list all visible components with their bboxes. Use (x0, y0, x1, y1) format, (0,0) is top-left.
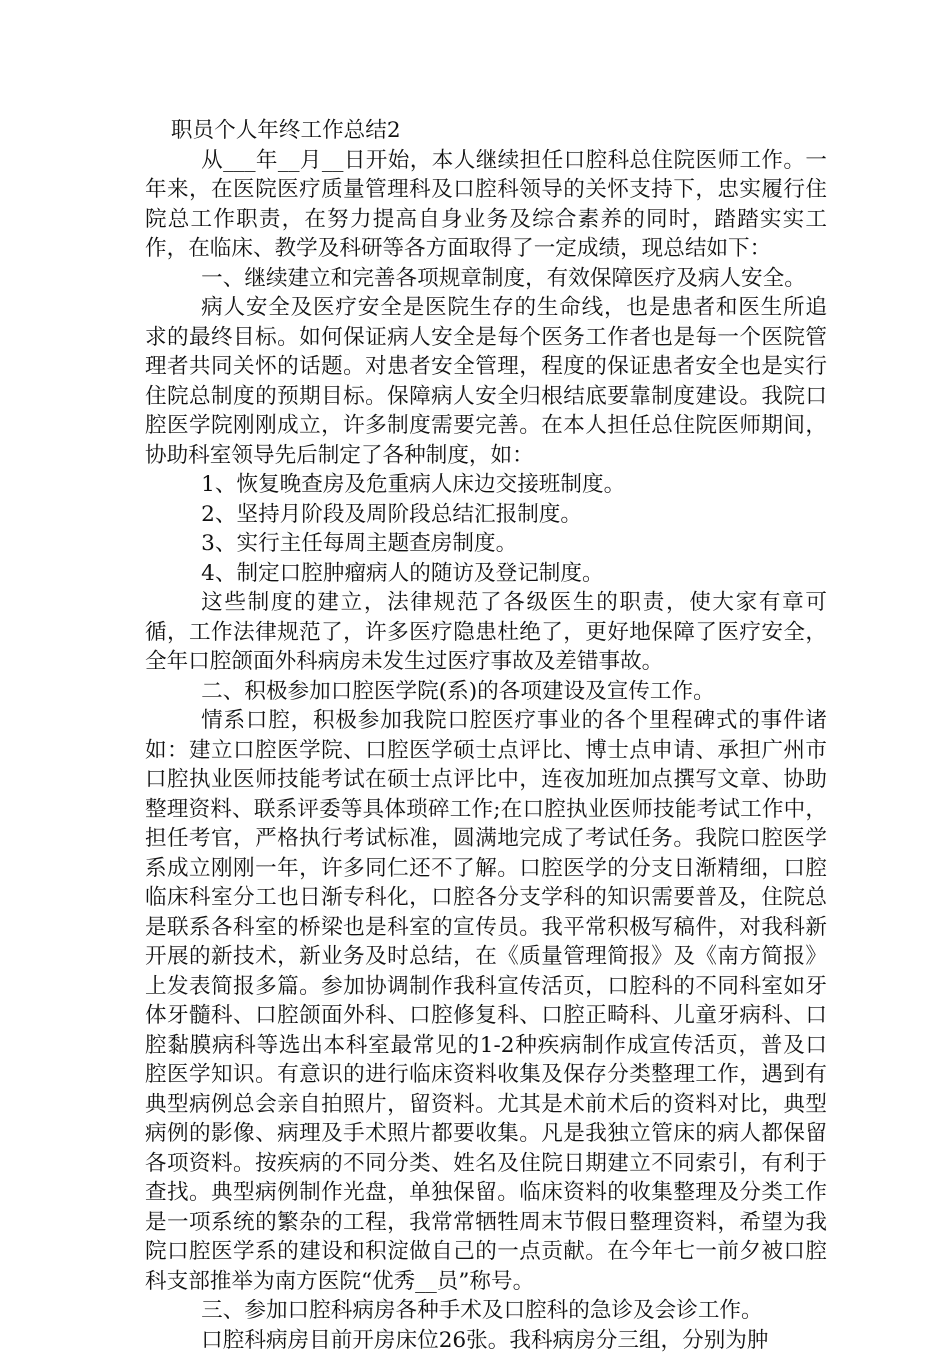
paragraph-safety: 病人安全及医疗安全是医院生存的生命线，也是患者和医生所追求的最终目标。如何保证病人安全是每个医务工作者也是每一个医院管理者共同关怀的话题。对患者安全管理，程度的保证患者安全也是实行住院总制度的预期目标。保障病人安全归根结底要靠制度建设。我院口腔医学院刚刚成立，许多制度需要完善。在本人担任总住院医师期间，协助科室领导先后制定了各种制度，如： (145, 293, 827, 470)
paragraph-publicity: 情系口腔，积极参加我院口腔医疗事业的各个里程碑式的事件诸如：建立口腔医学院、口腔医学硕士点评比、博士点申请、承担广州市口腔执业医师技能考试在硕士点评比中，连夜加班加点撰写文章、协助整理资料、联系评委等具体琐碎工作;在口腔执业医师技能考试工作中，担任考官，严格执行考试标准，圆满地完成了考试任务。我院口腔医学系成立刚刚一年，许多同仁还不了解。口腔医学的分支日渐精细，口腔临床科室分工也日渐专科化，口腔各分支学科的知识需要普及，住院总是联系各科室的桥梁也是科室的宣传员。我平常积极写稿件，对我科新开展的新技术，新业务及时总结，在《质量管理简报》及《南方简报》上发表简报多篇。参加协调制作我科宣传活页，口腔科的不同科室如牙体牙髓科、口腔颌面外科、口腔修复科、口腔正畸科、儿童牙病科、口腔黏膜病科等选出本科室最常见的1-2种疾病制作成宣传活页，普及口腔医学知识。有意识的进行临床资料收集及保存分类整理工作，遇到有典型病例总会亲自拍照片，留资料。尤其是术前术后的资料对比，典型病例的影像、病理及手术照片都要收集。凡是我独立管床的病人都保留各项资料。按疾病的不同分类、姓名及住院日期建立不同索引，有利于查找。典型病例制作光盘，单独保留。临床资料的收集整理及分类工作是一项系统的繁杂的工程，我常常牺牲周末节假日整理资料，希望为我院口腔医学系的建设和积淀做自己的一点贡献。在今年七一前夕被口腔科支部推举为南方医院“优秀__员”称号。 (145, 706, 827, 1296)
list-item-3: 3、实行主任每周主题查房制度。 (145, 529, 827, 559)
paragraph-intro: 从___年__月__日开始，本人继续担任口腔科总住院医师工作。一年来，在医院医疗质量管理科及口腔科领导的关怀支持下，忠实履行住院总工作职责，在努力提高自身业务及综合素养的同时，踏踏实实工作，在临床、教学及科研等各方面取得了一定成绩，现总结如下： (145, 146, 827, 264)
paragraph-rules-result: 这些制度的建立，法律规范了各级医生的职责，使大家有章可循，工作法律规范了，许多医疗隐患杜绝了，更好地保障了医疗安全，全年口腔颌面外科病房未发生过医疗事故及差错事故。 (145, 588, 827, 677)
paragraph-ward: 口腔科病房目前开房床位26张。我科病房分三组，分别为肿 (145, 1326, 827, 1355)
section-heading-2: 二、积极参加口腔医学院(系)的各项建设及宣传工作。 (145, 677, 827, 707)
document-page (145, 116, 827, 1355)
list-item-4: 4、制定口腔肿瘤病人的随访及登记制度。 (145, 559, 827, 589)
document-title: 职员个人年终工作总结2 (145, 116, 827, 146)
list-item-1: 1、恢复晚查房及危重病人床边交接班制度。 (145, 470, 827, 500)
list-item-2: 2、坚持月阶段及周阶段总结汇报制度。 (145, 500, 827, 530)
section-heading-1: 一、继续建立和完善各项规章制度，有效保障医疗及病人安全。 (145, 264, 827, 294)
section-heading-3: 三、参加口腔科病房各种手术及口腔科的急诊及会诊工作。 (145, 1296, 827, 1326)
